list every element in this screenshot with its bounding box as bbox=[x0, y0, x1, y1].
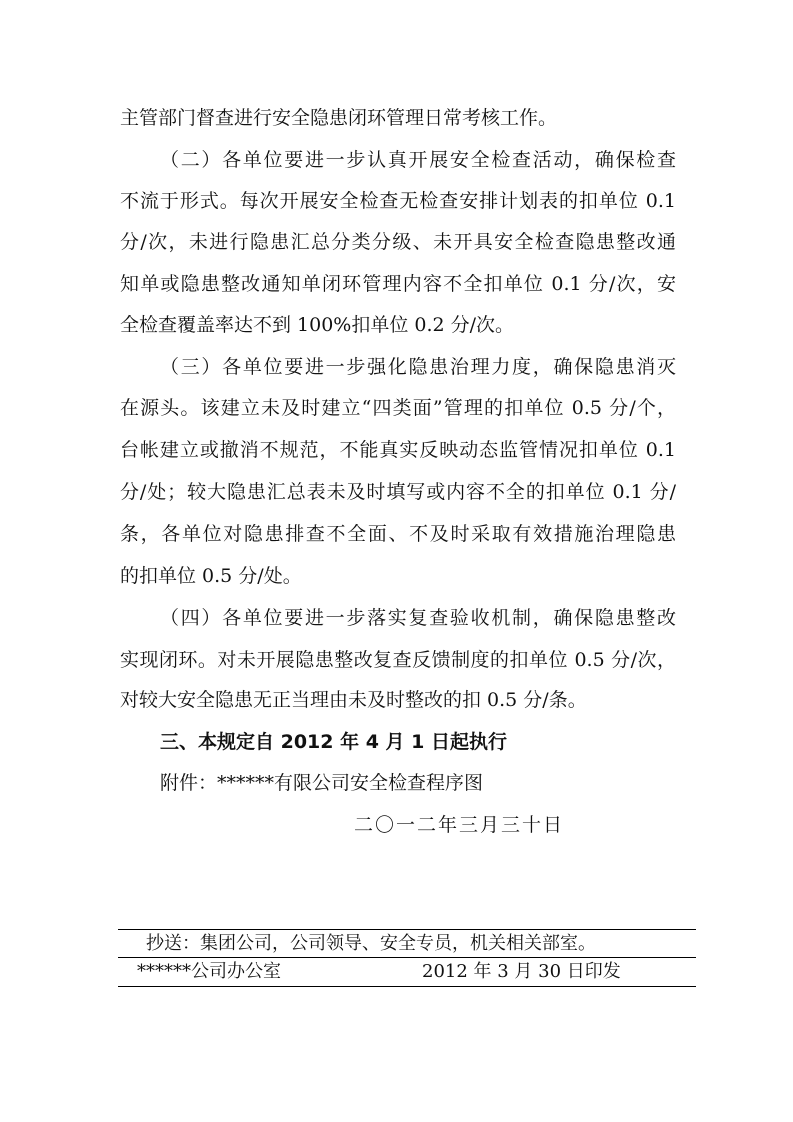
paragraph-line: 分/次，未进行隐患汇总分类分级、未开具安全检查隐患整改通 bbox=[120, 231, 676, 253]
paragraph-line: （四）各单位要进一步落实复查验收机制，确保隐患整改 bbox=[160, 607, 676, 629]
paragraph-line: 主管部门督查进行安全隐患闭环管理日常考核工作。 bbox=[120, 107, 558, 129]
issued-date: 2012 年 3 月 30 日印发 bbox=[422, 961, 621, 982]
paragraph-line: 在源头。该建立未及时建立“四类面”管理的扣单位 0.5 分/个， bbox=[120, 397, 676, 419]
paragraph-line: 实现闭环。对未开展隐患整改复查反馈制度的扣单位 0.5 分/次， bbox=[120, 649, 676, 671]
issuer: ******公司办公室 bbox=[137, 961, 281, 982]
paragraph-line: 条，各单位对隐患排查不全面、不及时采取有效措施治理隐患 bbox=[120, 523, 676, 545]
paragraph-line: 台帐建立或撤消不规范，不能真实反映动态监管情况扣单位 0.1 bbox=[120, 439, 676, 461]
attachment-line: 附件：******有限公司安全检查程序图 bbox=[160, 772, 484, 794]
paragraph-line: 分/处；较大隐患汇总表未及时填写或内容不全的扣单位 0.1 分/ bbox=[120, 481, 676, 503]
cc-line: 抄送：集团公司，公司领导、安全专员，机关相关部室。 bbox=[146, 933, 596, 954]
paragraph-line: （二）各单位要进一步认真开展安全检查活动，确保检查 bbox=[160, 149, 676, 171]
paragraph-line: 不流于形式。每次开展安全检查无检查安排计划表的扣单位 0.1 bbox=[120, 190, 676, 212]
footer-rule-top bbox=[118, 929, 696, 930]
document-date: 二〇一二年三月三十日 bbox=[354, 814, 565, 836]
paragraph-line: 全检查覆盖率达不到 100%扣单位 0.2 分/次。 bbox=[120, 314, 515, 336]
section-heading: 三、本规定自 2012 年 4 月 1 日起执行 bbox=[160, 731, 508, 753]
footer-rule-middle bbox=[118, 957, 696, 958]
paragraph-line: 知单或隐患整改通知单闭环管理内容不全扣单位 0.1 分/次，安 bbox=[120, 273, 676, 295]
paragraph-line: （三）各单位要进一步强化隐患治理力度，确保隐患消灭 bbox=[160, 356, 676, 378]
paragraph-line: 的扣单位 0.5 分/处。 bbox=[120, 565, 302, 587]
paragraph-line: 对较大安全隐患无正当理由未及时整改的扣 0.5 分/条。 bbox=[120, 689, 587, 711]
footer-rule-bottom bbox=[118, 986, 696, 987]
